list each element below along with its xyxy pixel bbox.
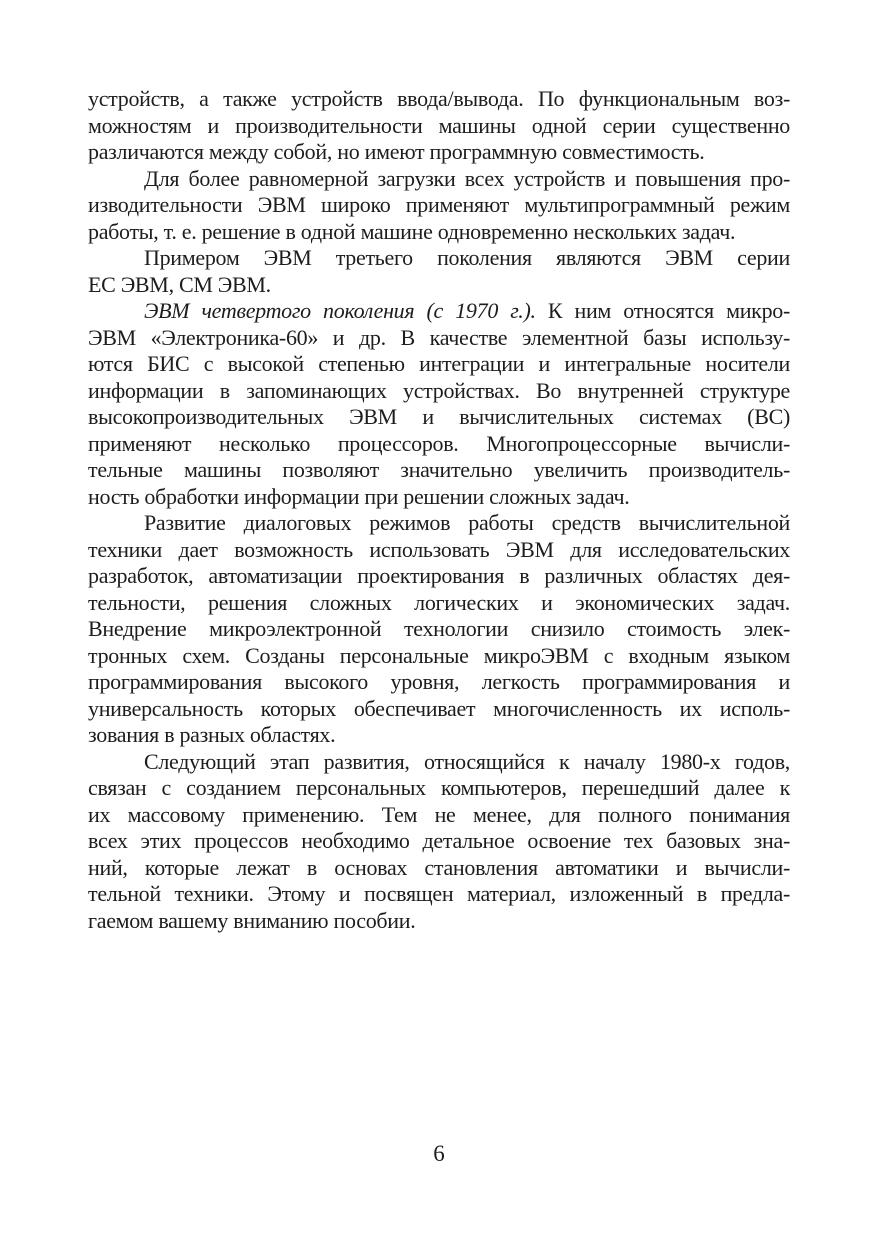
text-segment: Внедрение микроэлектронной технологии снизило стоимость элек- — [88, 616, 790, 641]
text-line — [88, 272, 790, 299]
text-segment: можностям и производительности машины одной серии существенно — [88, 112, 790, 138]
text-segment: техники дает возможность использовать ЭВМ для исследовательских — [88, 536, 790, 562]
text-segment: К ним относятся микро- — [535, 298, 790, 323]
text-segment: ность обработки информации при решении сложных задач. — [88, 483, 630, 509]
text-line — [88, 139, 790, 166]
text-line — [88, 378, 790, 405]
text-line — [88, 325, 790, 352]
text-line — [88, 855, 790, 882]
text-segment: связан с созданием персональных компьютеров, перешедший далее к — [88, 775, 790, 800]
text-segment: изводительности ЭВМ широко применяют мультипрограммный режим — [88, 192, 790, 217]
text-segment: различаются между собой, но имеют программную совместимость. — [88, 139, 705, 164]
text-segment: универсальность которых обеспечивает многочисленность их исполь- — [88, 695, 790, 721]
text-line — [88, 802, 790, 829]
text-line — [88, 484, 790, 511]
text-segment: зования в разных областях. — [88, 722, 336, 747]
text-line — [88, 643, 790, 670]
text-segment: работы, т. е. решение в одной машине одновременно нескольких задач. — [88, 218, 736, 244]
text-line — [88, 563, 790, 590]
text-line — [88, 351, 790, 378]
text-segment: высокопроизводительных ЭВМ и вычислительных системах (ВС) — [88, 404, 790, 429]
text-line — [88, 457, 790, 484]
text-segment: Примером ЭВМ третьего поколения являются ЭВМ серии — [144, 245, 790, 270]
text-line — [88, 219, 790, 246]
text-segment: тельные машины позволяют значительно увеличить производитель- — [88, 457, 790, 482]
body-text — [88, 86, 790, 934]
text-line — [88, 775, 790, 802]
text-segment: Для более равномерной загрузки всех устройств и повышения про- — [144, 165, 790, 191]
text-line — [88, 431, 790, 458]
text-segment: применяют несколько процессоров. Многопроцессорные вычисли- — [88, 430, 790, 456]
paragraph-6 — [88, 749, 790, 935]
text-line — [88, 908, 790, 935]
text-line — [88, 616, 790, 643]
text-line — [88, 881, 790, 908]
text-segment: тельности, решения сложных логических и экономических задач. — [88, 589, 790, 615]
text-line — [88, 510, 790, 537]
text-line — [88, 166, 790, 193]
text-line — [88, 669, 790, 696]
text-line — [88, 298, 790, 325]
text-line — [88, 86, 790, 113]
text-line — [88, 590, 790, 617]
text-segment: тельной техники. Этому и посвящен материал, изложенный в предла- — [88, 881, 790, 906]
text-line — [88, 749, 790, 776]
paragraph-1 — [88, 86, 790, 166]
text-line — [88, 404, 790, 431]
paragraph-5 — [88, 510, 790, 749]
text-segment: ЕС ЭВМ, СМ ЭВМ. — [88, 271, 271, 297]
text-segment: Следующий этап развития, относящийся к началу 1980-х годов, — [144, 748, 790, 774]
text-segment: тронных схем. Созданы персональные микроЭВМ с входным языком — [88, 642, 790, 668]
paragraph-2 — [88, 166, 790, 246]
text-segment: программирования высокого уровня, легкость программирования и — [88, 669, 790, 694]
text-segment: гаемом вашему вниманию пособии. — [88, 907, 416, 933]
text-line — [88, 828, 790, 855]
text-segment: разработок, автоматизации проектирования в различных областях дея- — [88, 563, 790, 588]
paragraph-3 — [88, 245, 790, 298]
text-segment: ЭВМ «Электроника-60» и др. В качестве элементной базы использу- — [88, 324, 790, 350]
text-segment: всех этих процессов необходимо детальное освоение тех базовых зна- — [88, 828, 790, 853]
text-line — [88, 192, 790, 219]
text-line — [88, 722, 790, 749]
text-line — [88, 537, 790, 564]
text-segment: ются БИС с высокой степенью интеграции и интегральные носители — [88, 351, 790, 376]
text-segment: ний, которые лежат в основах становления автоматики и вычисли- — [88, 854, 790, 880]
paragraph-4 — [88, 298, 790, 510]
page-number: 6 — [433, 1141, 445, 1166]
text-line — [88, 696, 790, 723]
text-segment: их массовому применению. Тем не менее, для полного понимания — [88, 801, 790, 827]
text-segment: информации в запоминающих устройствах. Во внутренней структуре — [88, 377, 790, 403]
italic-text-segment: ЭВМ четвертого поколения (с 1970 г.). — [144, 298, 536, 323]
text-segment: Развитие диалоговых режимов работы средств вычислительной — [144, 510, 790, 535]
text-line — [88, 113, 790, 140]
text-segment: устройств, а также устройств ввода/вывода. По функциональным воз- — [88, 86, 790, 111]
text-line — [88, 245, 790, 272]
